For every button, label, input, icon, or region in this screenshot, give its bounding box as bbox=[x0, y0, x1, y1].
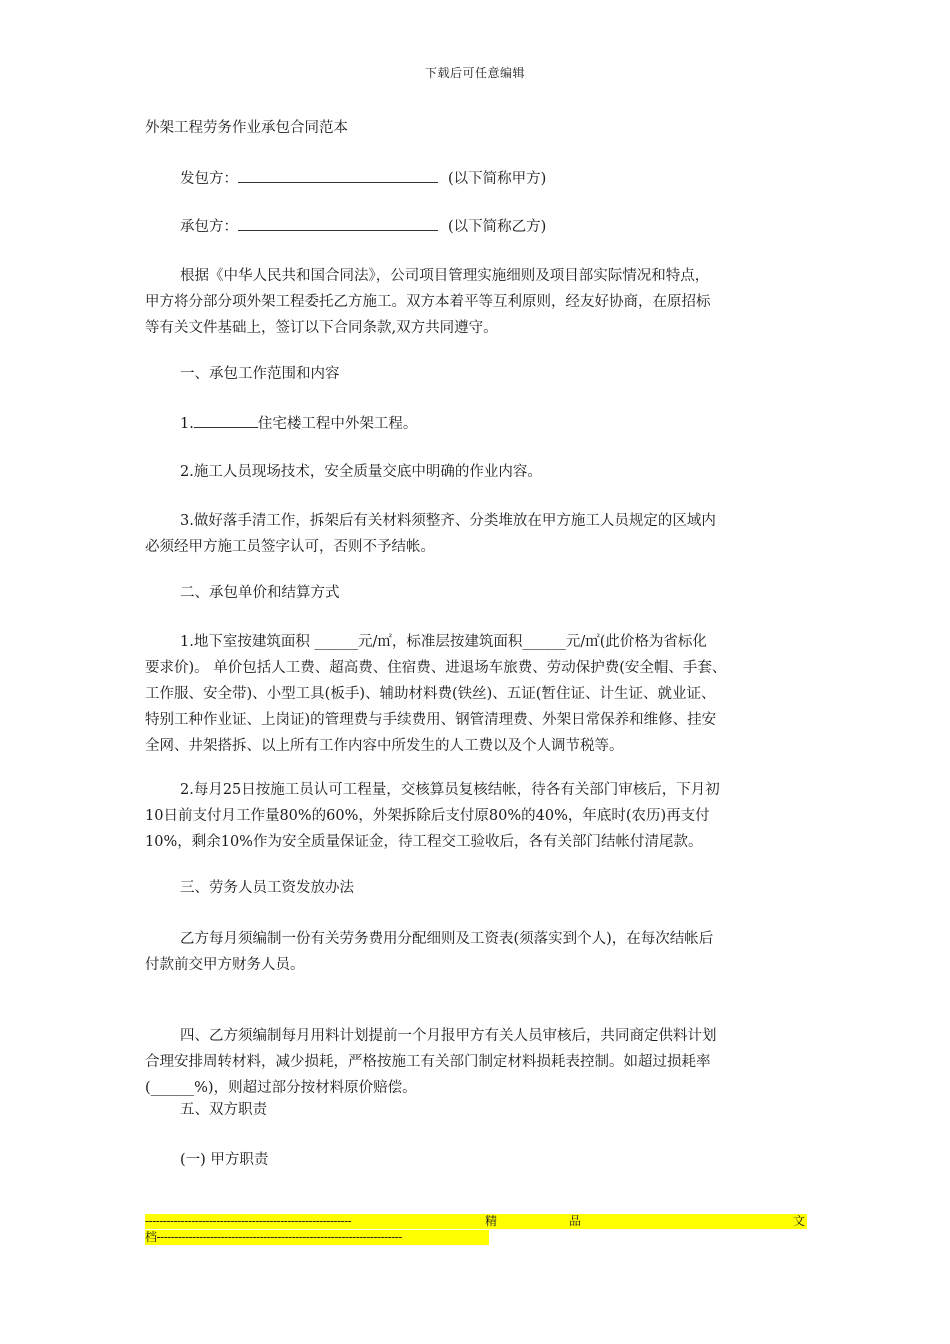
s2-item-2 bbox=[145, 777, 807, 855]
party-b-label: 承包方： bbox=[180, 219, 238, 235]
s3-line: 乙方每月须编制一份有关劳务费用分配细则及工资表(须落实到个人)，在每次结帐后 bbox=[180, 931, 714, 947]
s1-item-1-suffix: 住宅楼工程中外架工程。 bbox=[257, 416, 418, 432]
s2-item-1-line: 1.地下室按建筑面积 ______元/㎡，标准层按建筑面积______元/㎡(此价格为省标化 bbox=[180, 634, 707, 650]
s1-item-1-blank[interactable] bbox=[194, 413, 258, 428]
s1-item-1 bbox=[145, 413, 417, 434]
s2-item-1-line: 工作服、安全带)、小型工具(板手)、辅助材料费(铁丝)、五证(暂住证、计生证、就业证、 bbox=[145, 686, 716, 702]
s2-item-2-line: 10日前支付月工作量80%的60%，外架拆除后支付原80%的40%，年底时(农历)再支付 bbox=[145, 808, 710, 824]
footer-row-1 bbox=[145, 1214, 807, 1229]
footer-dashes: ---------------------------------------------------------- bbox=[145, 1214, 352, 1228]
s2-item-1-line: 全网、井架搭拆、以上所有工作内容中所发生的人工费以及个人调节税等。 bbox=[145, 738, 624, 754]
section-1-heading: 一、承包工作范围和内容 bbox=[180, 366, 340, 382]
intro-line: 甲方将分部分项外架工程委托乙方施工。双方本着平等互利原则，经友好协商，在原招标 bbox=[145, 294, 711, 310]
s4-line: 四、乙方须编制每月用料计划提前一个月报甲方有关人员审核后，共同商定供料计划 bbox=[180, 1028, 717, 1044]
s3-paragraph bbox=[145, 926, 807, 978]
s1-item-3-line: 3.做好落手清工作，拆架后有关材料须整齐、分类堆放在甲方施工人员规定的区域内 bbox=[180, 513, 716, 529]
intro-paragraph bbox=[145, 263, 807, 341]
s2-item-1 bbox=[145, 629, 807, 759]
s4-line: (______%)，则超过部分按材料原价赔偿。 bbox=[145, 1080, 417, 1096]
party-b-line bbox=[145, 216, 546, 237]
s5-subheading-1: (一) 甲方职责 bbox=[180, 1152, 269, 1168]
footer-char-pin: 品 bbox=[569, 1214, 582, 1228]
section-3-heading: 三、劳务人员工资发放办法 bbox=[180, 880, 354, 896]
party-a-suffix: (以下简称甲方) bbox=[448, 171, 547, 187]
s1-item-3-line: 必须经甲方施工员签字认可，否则不予结帐。 bbox=[145, 539, 435, 555]
s1-item-3 bbox=[145, 508, 807, 560]
s2-item-1-line: 要求价)。 单价包括人工费、超高费、住宿费、进退场车旅费、劳动保护费(安全帽、手套、 bbox=[145, 660, 727, 676]
s1-item-1-prefix: 1. bbox=[180, 416, 194, 432]
s1-item-2: 2.施工人员现场技术，安全质量交底中明确的作业内容。 bbox=[180, 464, 542, 480]
header-note: 下载后可任意编辑 bbox=[424, 66, 525, 80]
section-4-paragraph bbox=[145, 1023, 807, 1101]
document-title: 外架工程劳务作业承包合同范本 bbox=[145, 120, 348, 136]
s3-line: 付款前交甲方财务人员。 bbox=[145, 957, 305, 973]
s2-item-2-line: 10%，剩余10%作为安全质量保证金，待工程交工验收后，各有关部门结帐付清尾款。 bbox=[145, 834, 703, 850]
section-5-heading: 五、双方职责 bbox=[180, 1102, 267, 1118]
footer-row-2-text: 档--------------------------------------------------------------------- bbox=[145, 1230, 402, 1244]
section-2-heading: 二、承包单价和结算方式 bbox=[180, 585, 340, 601]
s2-item-1-line: 特别工种作业证、上岗证)的管理费与手续费用、钢管清理费、外架日常保养和维修、挂安 bbox=[145, 712, 717, 728]
party-b-blank[interactable] bbox=[238, 216, 438, 231]
footer-char-wen: 文 bbox=[793, 1214, 806, 1228]
s4-line: 合理安排周转材料，减少损耗，严格按施工有关部门制定材料损耗表控制。如超过损耗率 bbox=[145, 1054, 711, 1070]
intro-line: 根据《中华人民共和国合同法》，公司项目管理实施细则及项目部实际情况和特点， bbox=[180, 268, 710, 284]
party-a-label: 发包方： bbox=[180, 171, 238, 187]
footer-char-jing: 精 bbox=[485, 1214, 498, 1228]
s2-item-2-line: 2.每月25日按施工员认可工程量，交核算员复核结帐，待各有关部门审核后，下月初 bbox=[180, 782, 720, 798]
party-b-suffix: (以下简称乙方) bbox=[448, 219, 547, 235]
footer-row-2 bbox=[145, 1230, 489, 1245]
party-a-blank[interactable] bbox=[238, 168, 438, 183]
party-a-line bbox=[145, 168, 546, 189]
intro-line: 等有关文件基础上，签订以下合同条款,双方共同遵守。 bbox=[145, 320, 498, 336]
